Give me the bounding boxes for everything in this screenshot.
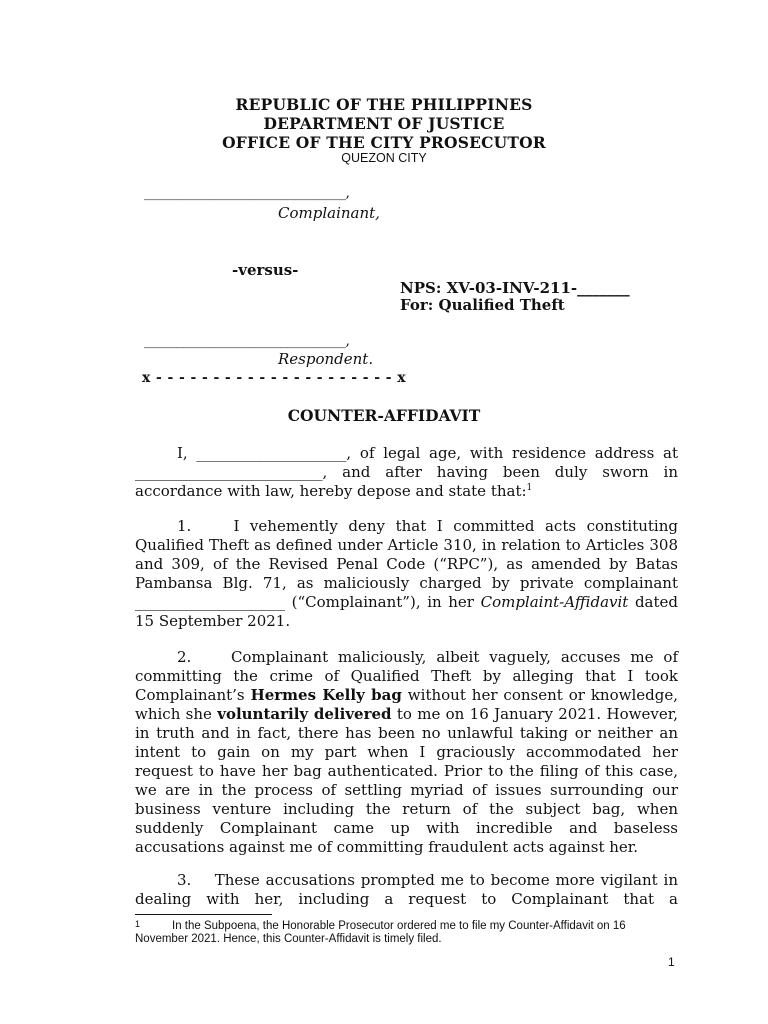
respondent-name-blank: _______________________________,: [144, 333, 350, 349]
paragraph-1-end: dated 15 September 2021.: [135, 593, 678, 630]
case-for: For: Qualified Theft: [400, 296, 565, 314]
caption-separator: x - - - - - - - - - - - - - - - - - - - - - x: [142, 370, 406, 386]
paragraph-2-text: 2. Complainant maliciously, albeit vaguely, accuses me of committing the crime of Qualified Theft by alleging that I took Complainant’s: [135, 648, 678, 704]
complainant-name-blank: _______________________________,: [144, 185, 350, 201]
header-republic: REPUBLIC OF THE PHILIPPINES: [235, 95, 533, 114]
footnote-number: 1: [135, 919, 141, 929]
header-department: DEPARTMENT OF JUSTICE: [263, 114, 505, 133]
paragraph-2-bold-delivered: voluntarily delivered: [217, 705, 392, 723]
footnote-text: In the Subpoena, the Honorable Prosecutor ordered me to file my Counter-Affidavit on 16 November 2021. Hence, this Counter-Affidavit is timely filed.: [135, 920, 626, 945]
respondent-label: Respondent.: [278, 350, 374, 368]
nps-number: NPS: XV-03-INV-211-_______: [400, 279, 630, 297]
paragraph-3-text: 3. These accusations prompted me to become more vigilant in dealing with her, including a request to Complainant that a: [135, 871, 678, 908]
paragraph-2-mid: without her consent or knowledge, which she: [135, 686, 678, 723]
paragraph-2: [135, 648, 678, 857]
paragraph-1-italic: Complaint-Affidavit: [480, 593, 629, 611]
document-title: COUNTER-AFFIDAVIT: [287, 406, 481, 425]
footnote-reference: 1: [526, 483, 533, 493]
footnote: [135, 920, 678, 946]
paragraph-2-bold-bag: Hermes Kelly bag: [250, 686, 402, 704]
paragraph-1-text: 1. I vehemently deny that I committed acts constituting Qualified Theft as defined under Article 310, in relation to Articles 308 and 309, of the Revised Penal Code (“RPC”), as amended by Batas Pambansa Blg. 71, as maliciously charged by private complainant ____________________ (“Complainant”), in her: [135, 517, 678, 611]
complainant-label: Complainant,: [278, 204, 380, 222]
versus-label: -versus-: [232, 261, 299, 279]
paragraph-3: [135, 871, 678, 909]
header-city: QUEZON CITY: [341, 151, 427, 165]
paragraph-1: [135, 517, 678, 631]
paragraph-2-end: to me on 16 January 2021. However, in truth and in fact, there has been no unlawful taking or neither an intent to gain on my part when I graciously accommodated her request to have her bag authenticated. Prior to the filing of this case, we are in the process of settling myriad of issues surrounding our business venture including the return of the subject bag, when suddenly Complainant came up with incredible and baseless accusations against me of committing fraudulent acts against her.: [135, 705, 678, 856]
header-office: OFFICE OF THE CITY PROSECUTOR: [222, 133, 546, 152]
intro-text: I, ____________________, of legal age, with residence address at _________________________, and after having been duly sworn in accordance with law, hereby depose and state that:: [135, 444, 678, 500]
intro-paragraph: [135, 444, 678, 501]
page-number: 1: [668, 955, 675, 969]
footnote-separator: [135, 914, 272, 915]
